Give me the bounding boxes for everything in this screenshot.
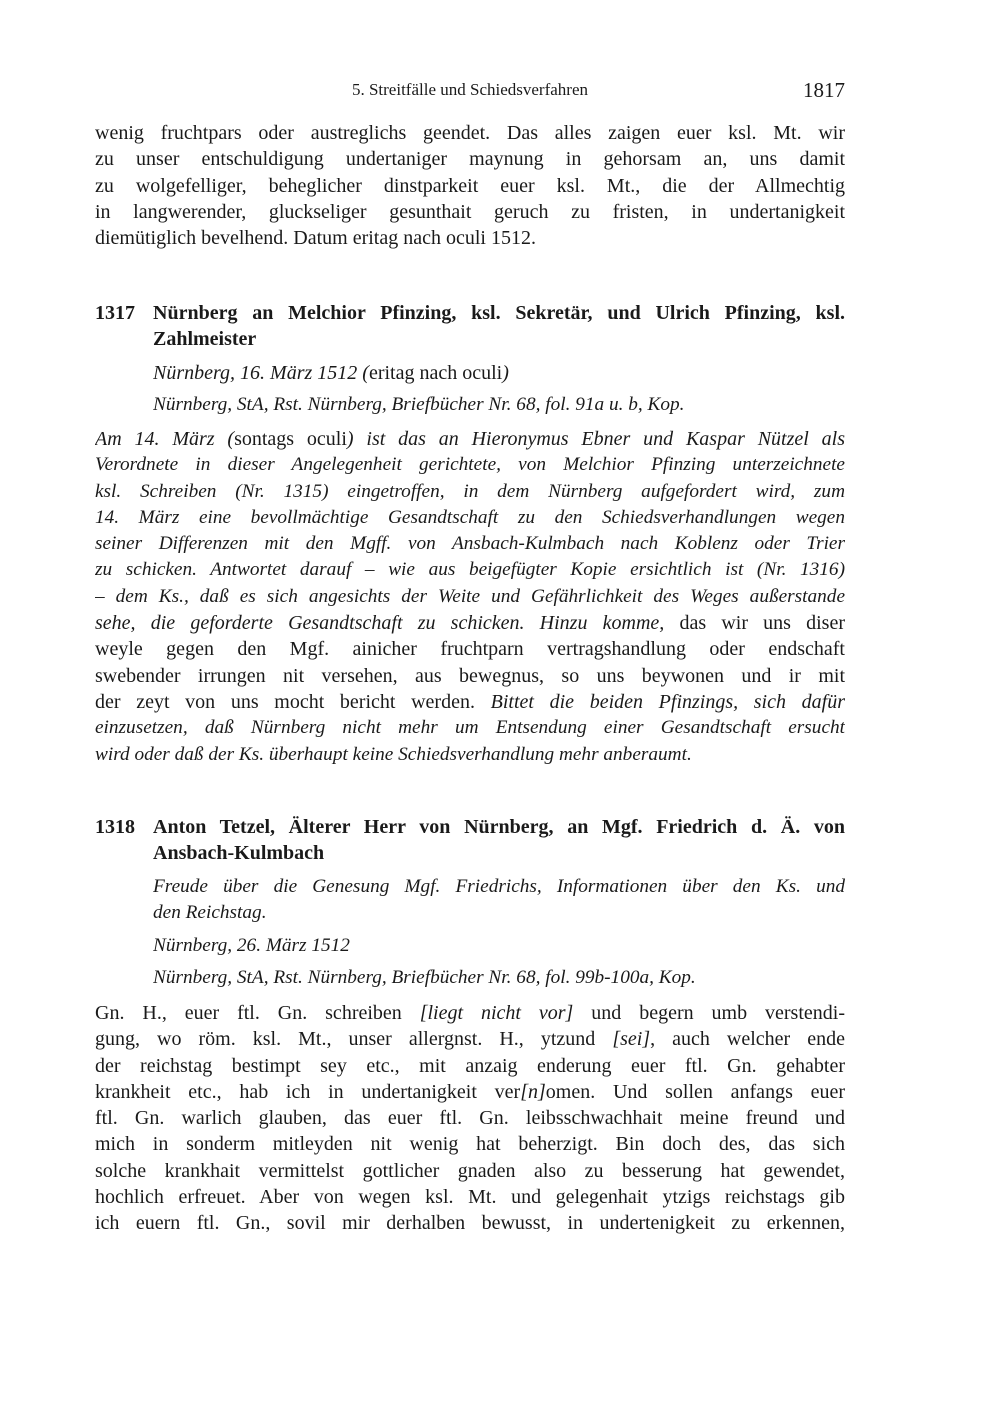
italic-text: den Reichstag. [153, 902, 267, 924]
text-line [153, 360, 845, 386]
entry-1318-heading [95, 814, 845, 867]
text-line [95, 1026, 845, 1052]
entry-number: 1318 [95, 816, 135, 838]
roman-text: diemütiglich bevelhend. Datum eritag nach oculi 1512. [95, 227, 536, 250]
italic-text: seiner Differenzen mit den Mgff. von Ansbach-Kulmbach nach Koblenz oder Trier [95, 533, 845, 555]
intro-paragraph [95, 120, 845, 251]
running-header: 5. Streitfälle und Schiedsverfahren [351, 80, 589, 99]
italic-text: ) ist das an Hieronymus Ebner und Kaspar Nützel als [346, 428, 845, 450]
text-line [95, 1053, 845, 1079]
roman-text: der reichstag bestimpt sey etc., mit anzaig enderung euer ftl. Gn. gehabter [95, 1054, 845, 1077]
text-line [153, 933, 845, 959]
text-line [95, 610, 845, 636]
roman-text: omen. Und sollen anfangs euer [545, 1080, 845, 1103]
italic-text: Nürnberg, StA, Rst. Nürnberg, Briefbücher Nr. 68, fol. 99b-100a, Kop. [153, 966, 696, 988]
italic-text: [n] [520, 1080, 546, 1103]
text-line [95, 1210, 845, 1236]
italic-text: wird oder daß der Ks. überhaupt keine Schiedsverhandlung mehr anberaumt. [95, 743, 692, 765]
text-line [95, 1184, 845, 1210]
roman-text: das wir uns diser [664, 612, 845, 635]
text-line [95, 479, 845, 505]
entry-title-line: Ansbach-Kulmbach [153, 842, 325, 865]
roman-text: ich euern ftl. Gn., sovil mir derhalben bewusst, in undertenigkeit zu erkennen, [95, 1212, 845, 1235]
text-line [95, 120, 845, 146]
text-line [95, 1105, 845, 1131]
roman-text: hochlich erfreuet. Aber von wegen ksl. Mt. und gelegenhait ytzigs reichstags gib [95, 1186, 845, 1209]
italic-text: Verordnete in dieser Angelegenheit gerichtete, von Melchior Pfinzing unterzeichnete [95, 454, 845, 476]
roman-text: , auch welcher ende [650, 1028, 845, 1051]
text-line [95, 531, 845, 557]
entry-title-line: Zahlmeister [153, 328, 257, 351]
italic-text: einzusetzen, daß Nürnberg nicht mehr um Entsendung einer Gesandtschaft ersucht [95, 717, 845, 739]
text-line [95, 173, 845, 199]
italic-text: zu schicken. Antwortet darauf – wie aus beigefügter Kopie ersichtlich ist (Nr. 1316) [95, 559, 845, 581]
roman-text: und begern umb verstendi- [573, 1002, 845, 1024]
entry-title-line: Nürnberg an Melchior Pfinzing, ksl. Sekretär, und Ulrich Pfinzing, ksl. [153, 302, 845, 324]
text-line [95, 505, 845, 531]
roman-text: swebender irrungen nit versehen, aus bewegnus, so uns beywonen und ir mit [95, 664, 845, 687]
roman-text: krankheit etc., hab ich in undertanigkeit ver [95, 1080, 521, 1103]
roman-text: mich in sonderm mitleyden nit wenig hat beherzigt. Bin doch des, das sich [95, 1133, 845, 1156]
text-line [95, 636, 845, 662]
entry-1317-meta [95, 360, 845, 419]
text-line [153, 965, 845, 991]
entry-1318-meta [95, 874, 845, 991]
page-number: 1817 [803, 78, 845, 102]
text-line [95, 1079, 845, 1105]
roman-text: solche krankhait vermittelst gottlicher gnaden also zu besserung hat gewendet, [95, 1159, 845, 1182]
text-line [95, 715, 845, 741]
text-line [153, 392, 845, 418]
italic-text: ) [502, 362, 509, 384]
italic-text: 14. März eine bevollmächtige Gesandtschaft zu den Schiedsverhandlungen wegen [95, 506, 845, 528]
roman-text: gung, wo röm. ksl. Mt., unser allergnst. H., ytzund [95, 1028, 613, 1051]
roman-text: zu unser entschuldigung undertaniger maynung in gehorsam an, uns damit [95, 148, 845, 171]
roman-text: in langwerender, gluckseliger gesunthait geruch zu fristen, in undertanigkeit [95, 200, 845, 223]
text-line [95, 426, 845, 452]
italic-text: Nürnberg, StA, Rst. Nürnberg, Briefbücher Nr. 68, fol. 91a u. b, Kop. [153, 394, 685, 416]
italic-text: Freude über die Genesung Mgf. Friedrichs, Informationen über den Ks. und [153, 876, 845, 897]
text-line [153, 874, 845, 900]
text-line [95, 742, 845, 768]
italic-text: ksl. Schreiben (Nr. 1315) eingetroffen, in dem Nürnberg aufgefordert wird, zum [95, 480, 845, 502]
italic-text: – dem Ks., daß es sich angesichts der Weite und Gefährlichkeit des Weges außerstande [95, 585, 845, 607]
entry-1318-body [95, 1000, 845, 1237]
italic-text: Am 14. März ( [95, 428, 235, 450]
text-line [95, 1131, 845, 1157]
text-line [153, 900, 845, 926]
text-line [95, 225, 845, 251]
text-line [95, 557, 845, 583]
entry-number: 1317 [95, 302, 135, 324]
entry-1317-heading [95, 300, 845, 353]
roman-text: eritag nach oculi [368, 362, 503, 384]
text-line [95, 663, 845, 689]
roman-text: zu wolgefelliger, beheglicher dinstparkeit euer ksl. Mt., die der Allmechtig [95, 174, 845, 197]
text-line [95, 689, 845, 715]
italic-text: sehe, die geforderte Gesandtschaft zu schicken. Hinzu komme, [95, 612, 665, 635]
italic-text: Nürnberg, 26. März 1512 [153, 934, 350, 956]
text-line [95, 1000, 845, 1026]
italic-text: [liegt nicht vor] [419, 1002, 574, 1024]
italic-text: [sei] [612, 1028, 651, 1051]
roman-text: wenig fruchtpars oder austreglichs geendet. Das alles zaigen euer ksl. Mt. wir [95, 122, 845, 144]
roman-text: ftl. Gn. warlich glauben, das euer ftl. Gn. leibsschwachhait meine freund und [95, 1107, 845, 1130]
italic-text: Nürnberg, 16. März 1512 ( [153, 362, 369, 384]
text-line [95, 452, 845, 478]
roman-text: der zeyt von uns mocht bericht werden. [95, 690, 491, 713]
text-line [95, 199, 845, 225]
text-line [95, 584, 845, 610]
roman-text: weyle gegen den Mgf. ainicher fruchtparn vertragshandlung oder endschaft [95, 638, 845, 661]
italic-text: Bittet die beiden Pfinzings, sich dafür [490, 690, 845, 713]
text-line [95, 146, 845, 172]
entry-1317-body [95, 426, 845, 768]
roman-text: sontags oculi [234, 428, 347, 450]
text-line [95, 1158, 845, 1184]
roman-text: Gn. H., euer ftl. Gn. schreiben [95, 1002, 420, 1024]
entry-title-line: Anton Tetzel, Älterer Herr von Nürnberg, an Mgf. Friedrich d. Ä. von [153, 816, 845, 838]
